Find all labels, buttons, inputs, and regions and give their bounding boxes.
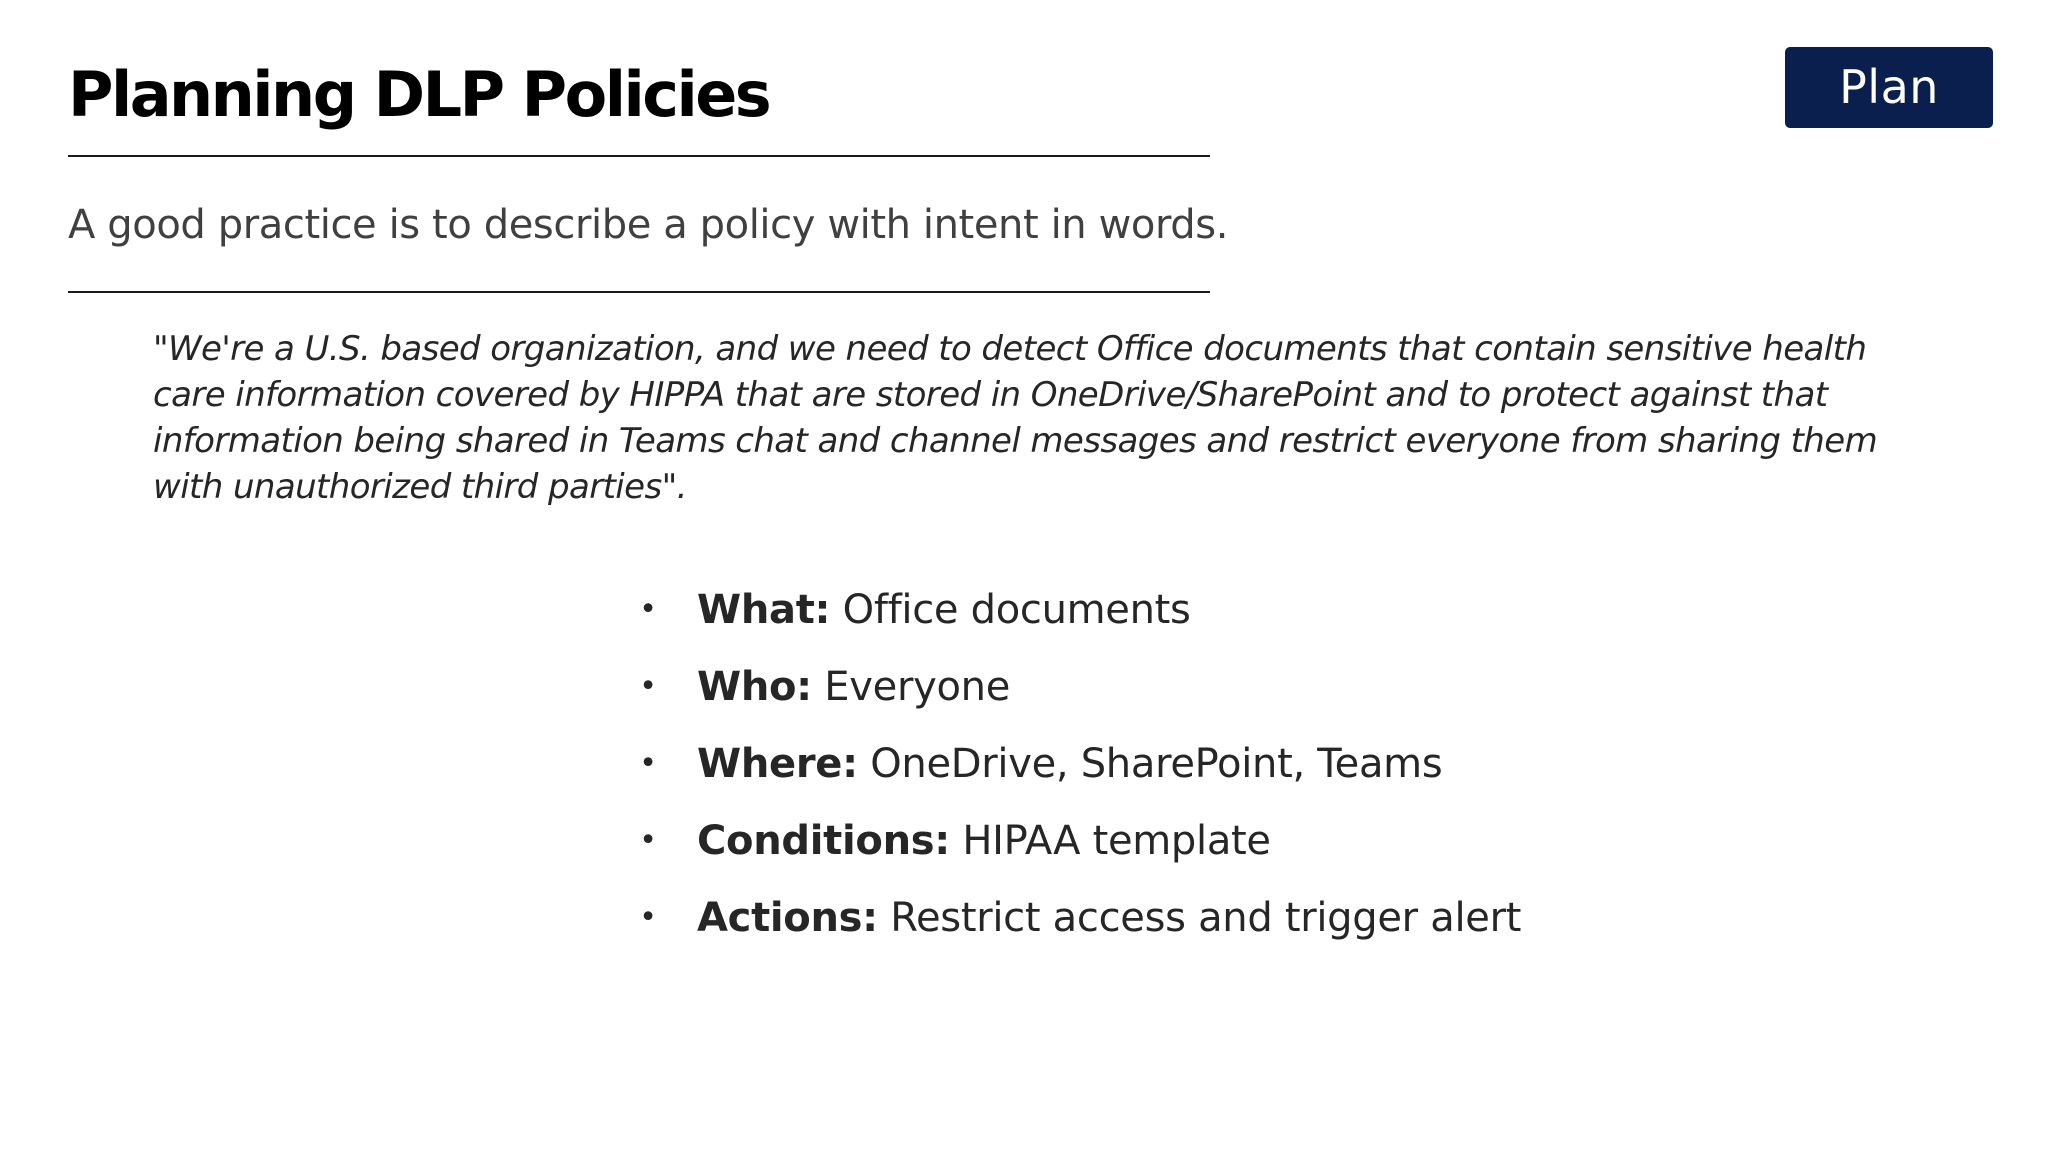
divider-top [68, 155, 1210, 157]
bullet-icon: • [639, 900, 657, 935]
divider-bottom [68, 291, 1210, 293]
criteria-value: OneDrive, SharePoint, Teams [870, 741, 1443, 787]
criteria-value: Office documents [842, 587, 1191, 633]
criteria-label: Who: [697, 664, 812, 710]
criteria-item-conditions [638, 813, 1521, 890]
criteria-value: Everyone [824, 664, 1011, 710]
criteria-item-who [638, 659, 1521, 736]
bullet-icon: • [639, 823, 657, 858]
slide-title: Planning DLP Policies [68, 58, 770, 131]
policy-intent-quote: "We're a U.S. based organization, and we need to detect Office documents that contain sensitive health care information covered by HIPPA that are stored in OneDrive/SharePoint and to protect against that information being shared in Teams chat and channel messages and restrict everyone from sharing them with unauthorized third parties". [153, 329, 1878, 507]
criteria-label: Actions: [697, 895, 878, 941]
criteria-label: Where: [697, 741, 858, 787]
slide-subtitle: A good practice is to describe a policy with intent in words. [68, 202, 1229, 248]
bullet-icon: • [639, 746, 657, 781]
criteria-label: Conditions: [697, 818, 950, 864]
criteria-value: HIPAA template [962, 818, 1271, 864]
policy-criteria-list [638, 582, 1521, 967]
bullet-icon: • [639, 669, 657, 704]
plan-badge: Plan [1785, 47, 1993, 128]
criteria-item-actions [638, 890, 1521, 967]
criteria-item-what [638, 582, 1521, 659]
bullet-icon: • [639, 592, 657, 627]
criteria-value: Restrict access and trigger alert [890, 895, 1522, 941]
criteria-label: What: [697, 587, 831, 633]
criteria-item-where [638, 736, 1521, 813]
